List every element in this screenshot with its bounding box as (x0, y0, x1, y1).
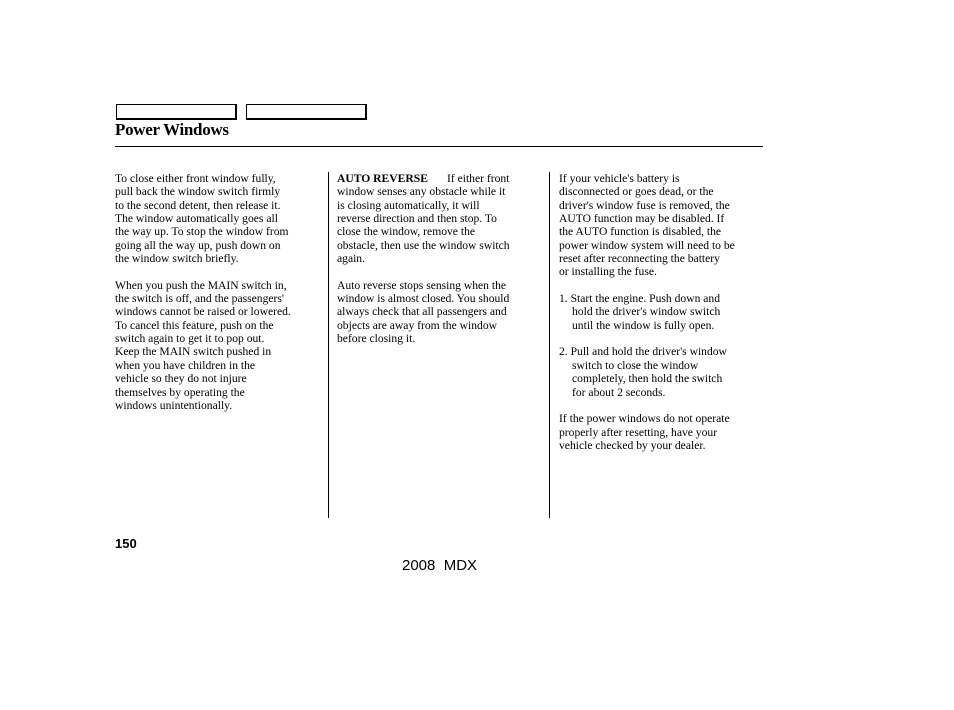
text-line (337, 172, 543, 185)
text-line: objects are away from the window (337, 318, 498, 332)
nav-tab-1[interactable] (116, 104, 237, 120)
text-line: 2. Pull and hold the driver's window (559, 345, 727, 359)
paragraph-dealer-check (559, 412, 765, 452)
text-line: themselves by operating the (115, 385, 245, 399)
column-3 (559, 172, 765, 466)
text-line: going all the way up, push down on (115, 238, 281, 252)
auto-reverse-heading: AUTO REVERSE (337, 172, 428, 185)
paragraph-battery-disconnect (559, 172, 765, 279)
text-line: always check that all passengers and (337, 305, 507, 319)
text-line: vehicle so they do not injure (115, 372, 247, 386)
text-line: 1. Start the engine. Push down and (559, 292, 721, 306)
text-line: power window system will need to be (559, 238, 735, 252)
text-line: Auto reverse stops sensing when the (337, 278, 507, 292)
text-line: reverse direction and then stop. To (337, 212, 497, 226)
text-line: completely, then hold the switch (572, 372, 723, 386)
text-line: windows cannot be raised or lowered. (115, 305, 291, 319)
text-line: is closing automatically, it will (337, 198, 480, 212)
text-line: To close either front window fully, (115, 172, 276, 185)
text-line: obstacle, then use the window switch (337, 238, 510, 252)
text-line: again. (337, 252, 366, 266)
nav-tab-2[interactable] (246, 104, 367, 120)
column-divider-1 (328, 172, 329, 518)
text-line: the switch is off, and the passengers' (115, 292, 284, 306)
title-divider (115, 146, 763, 147)
text-line: The window automatically goes all (115, 212, 278, 226)
text-line: windows unintentionally. (115, 398, 233, 412)
text-line: before closing it. (337, 332, 416, 346)
text-line: vehicle checked by your dealer. (559, 438, 706, 452)
column-1 (115, 172, 323, 426)
text-line: If the power windows do not operate (559, 412, 730, 426)
text-line: or installing the fuse. (559, 265, 657, 279)
page-title: Power Windows (115, 120, 229, 139)
text-line: until the window is fully open. (572, 318, 715, 332)
text-line: the AUTO function is disabled, the (559, 225, 722, 239)
text-line: the window switch briefly. (115, 252, 239, 266)
text-line: hold the driver's window switch (572, 305, 721, 319)
text-line: switch again to get it to pop out. (115, 332, 265, 346)
text-line: close the window, remove the (337, 225, 476, 239)
paragraph-auto-reverse (337, 172, 543, 265)
page-number: 150 (115, 536, 137, 551)
text-line: reset after reconnecting the battery (559, 252, 720, 266)
text-line: If either front (446, 172, 510, 185)
paragraph-front-window-close (115, 172, 323, 265)
text-line: window is almost closed. You should (337, 292, 510, 306)
text-line: Keep the MAIN switch pushed in (115, 345, 272, 359)
reset-step-1 (559, 292, 765, 332)
text-line: properly after resetting, have your (559, 425, 718, 439)
text-line: switch to close the window (572, 358, 699, 372)
text-line: for about 2 seconds. (572, 385, 666, 399)
text-line: AUTO function may be disabled. If (559, 212, 725, 226)
paragraph-main-switch (115, 279, 323, 412)
text-line: to the second detent, then release it. (115, 198, 281, 212)
paragraph-auto-reverse-sensing (337, 279, 543, 346)
text-line: driver's window fuse is removed, the (559, 198, 730, 212)
text-line: when you have children in the (115, 358, 256, 372)
column-2 (337, 172, 543, 359)
text-line: the way up. To stop the window from (115, 225, 289, 239)
text-line: window senses any obstacle while it (337, 185, 506, 199)
reset-step-2 (559, 345, 765, 398)
text-line: pull back the window switch firmly (115, 185, 281, 199)
text-line: To cancel this feature, push on the (115, 318, 274, 332)
footer-model-label: 2008 MDX (402, 557, 478, 574)
text-line: When you push the MAIN switch in, (115, 278, 287, 292)
text-line: disconnected or goes dead, or the (559, 185, 714, 199)
text-line: If your vehicle's battery is (559, 172, 680, 185)
column-divider-2 (549, 172, 550, 518)
